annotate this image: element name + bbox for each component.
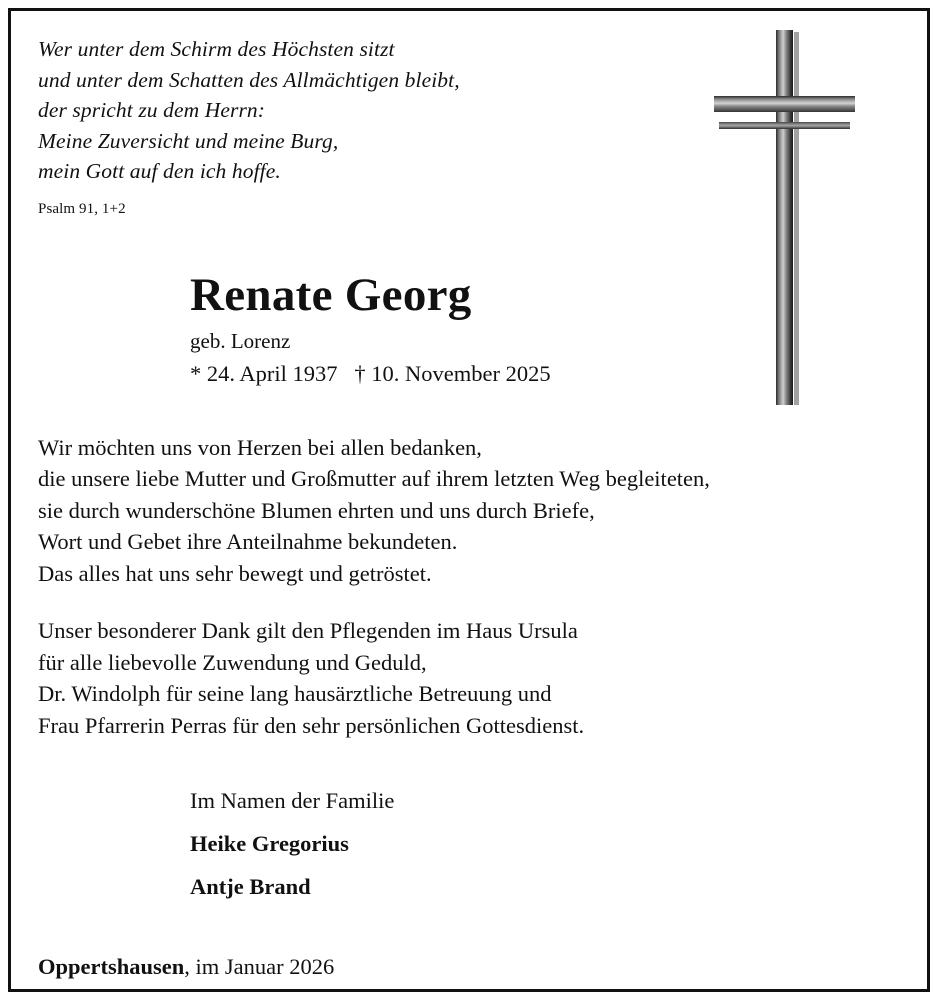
text-line: Wir möchten uns von Herzen bei allen bedanken, <box>38 434 482 460</box>
family-intro: Im Namen der Familie <box>190 788 395 813</box>
psalm-reference: Psalm 91, 1+2 <box>38 200 126 217</box>
family-block <box>38 779 892 908</box>
verse-line: mein Gott auf den ich hoffe. <box>38 159 281 183</box>
family-member: Antje Brand <box>190 874 311 899</box>
text-line: Das alles hat uns sehr bewegt und getröstet. <box>38 560 432 586</box>
verse-line: Meine Zuversicht und meine Burg, <box>38 128 339 153</box>
deceased-name: Renate Georg <box>190 268 472 321</box>
text-line: für alle liebevolle Zuwendung und Geduld, <box>38 649 427 675</box>
location-place: Oppertshausen <box>38 954 185 979</box>
family-member: Heike Gregorius <box>190 831 349 856</box>
verse-line: der spricht zu dem Herrn: <box>38 98 266 122</box>
thanks-text <box>38 432 892 742</box>
text-line: die unsere liebe Mutter und Großmutter auf ihrem letzten Weg begleiteten, <box>38 466 710 491</box>
text-line: Wort und Gebet ihre Anteilnahme bekundeten. <box>38 529 458 554</box>
text-line: Dr. Windolph für seine lang hausärztliche Betreuung und <box>38 681 552 706</box>
verse-block <box>38 34 658 219</box>
verse-line: und unter dem Schatten des Allmächtigen bleibt, <box>38 67 460 92</box>
maiden-name: geb. Lorenz <box>190 328 291 353</box>
verse-line: Wer unter dem Schirm des Höchsten sitzt <box>38 37 395 61</box>
text-line: Unser besonderer Dank gilt den Pflegenden im Haus Ursula <box>38 618 578 643</box>
deceased-block <box>38 267 892 390</box>
text-line: Frau Pfarrerin Perras für den sehr persönlichen Gottesdienst. <box>38 712 585 738</box>
location-date <box>38 952 892 982</box>
life-dates: * 24. April 1937 † 10. November 2025 <box>190 360 551 386</box>
text-line: sie durch wunderschöne Blumen ehrten und uns durch Briefe, <box>38 497 595 523</box>
location-date-rest: , im Januar 2026 <box>184 954 335 979</box>
